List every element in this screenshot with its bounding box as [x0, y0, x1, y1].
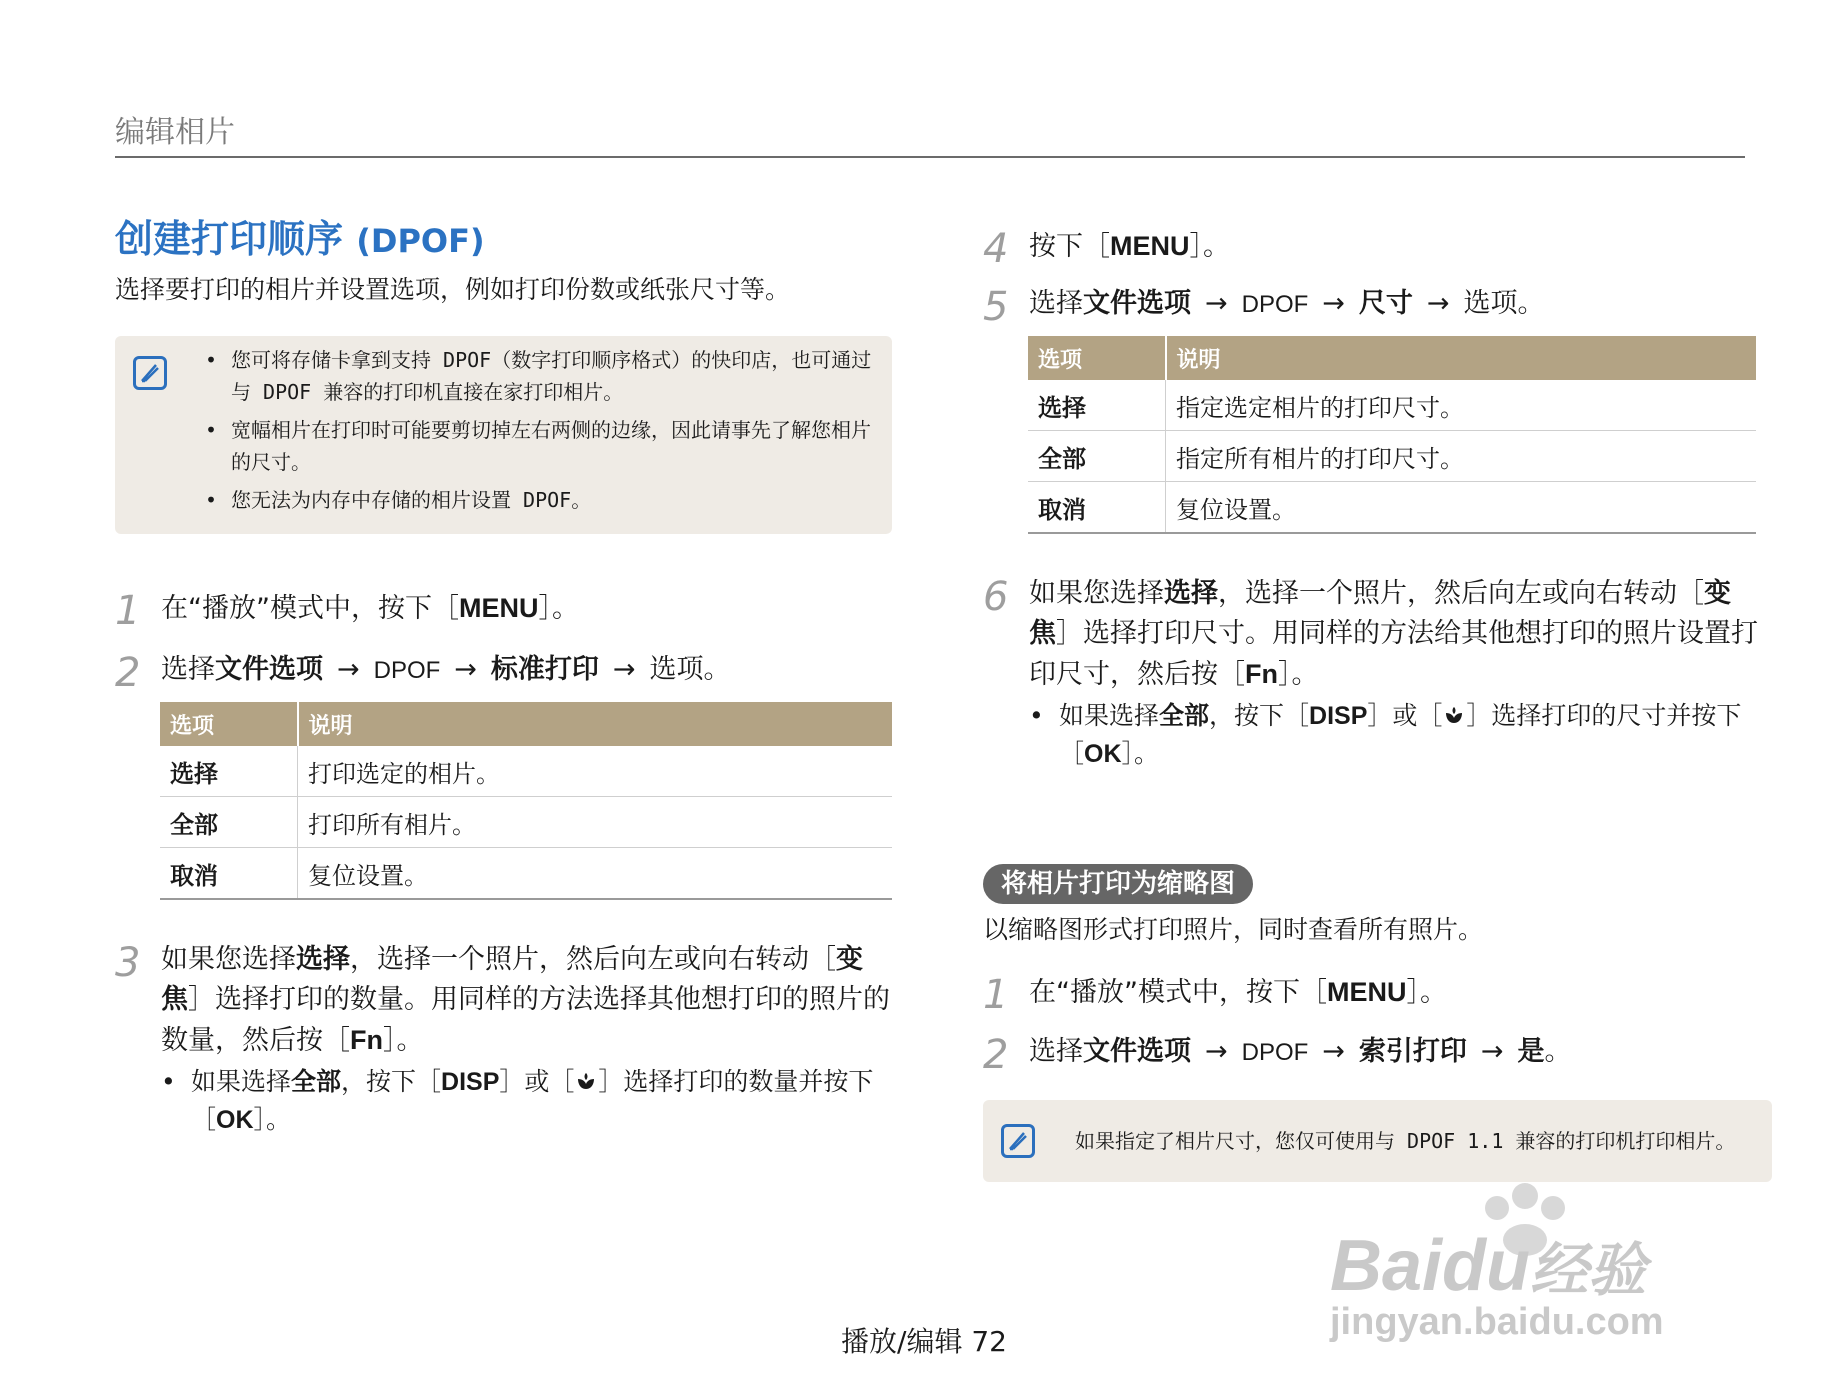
menu-path-item: DPOF — [373, 657, 441, 684]
bullet-text-part: 如果选择 — [191, 1067, 292, 1096]
menu-path-item: 索引打印 — [1358, 1036, 1467, 1067]
note-list — [205, 344, 875, 522]
note-icon — [133, 356, 167, 390]
table-header-row — [1028, 336, 1756, 380]
bullet-text-part: ，按下［ — [1209, 701, 1310, 730]
table-cell: 打印选定的相片。 — [298, 746, 893, 797]
table-cell: 选择 — [1028, 380, 1166, 431]
menu-path-item: 尺寸 — [1358, 288, 1413, 319]
step-text-part: ］。 — [383, 1025, 424, 1056]
step-text — [161, 940, 891, 1139]
bullet-text-part: ］选择打印的尺寸并按下［ — [1059, 701, 1742, 768]
index-step-1 — [983, 972, 1447, 1018]
menu-path-item: 文件选项 — [215, 654, 323, 685]
ok-key: OK — [1084, 740, 1122, 768]
step-text-part: ］。 — [1278, 659, 1319, 690]
step-text-part: ］。 — [1189, 231, 1230, 262]
step-bold: 选择 — [296, 944, 350, 975]
table-row — [160, 746, 892, 797]
menu-key: MENU — [1110, 231, 1190, 261]
watermark-text: du — [1442, 1226, 1531, 1306]
menu-key: MENU — [458, 593, 539, 623]
section-title — [115, 214, 485, 266]
table-cell: 打印所有相片。 — [298, 797, 893, 848]
menu-path-item: DPOF — [1241, 291, 1309, 318]
step-number: 6 — [983, 574, 1009, 620]
table-cell: 取消 — [160, 848, 298, 900]
menu-path-item: 是 — [1517, 1036, 1545, 1067]
step-3 — [115, 940, 895, 1139]
arrow-icon: → — [1480, 1036, 1504, 1067]
step-text-part: 。 — [1544, 1036, 1572, 1067]
arrow-icon: → — [1426, 288, 1450, 319]
table-row — [1028, 431, 1756, 482]
step-number: 5 — [983, 284, 1009, 330]
watermark-text: Bai — [1330, 1226, 1443, 1306]
note-item: • 您无法为内存中存储的相片设置 DPOF。 — [205, 484, 875, 516]
macro-icon — [574, 1069, 598, 1093]
note-item: • 您可将存储卡拿到支持 DPOF（数字打印顺序格式）的快印店，也可通过与 DPOF 兼容的打印机直接在家打印相片。 — [205, 344, 875, 408]
section-title-suffix: (DPOF) — [356, 222, 485, 260]
bullet-text-part: ，按下［ — [341, 1067, 442, 1096]
table-cell: 指定选定相片的打印尺寸。 — [1166, 380, 1757, 431]
step-number: 3 — [115, 940, 141, 986]
table-row — [1028, 482, 1756, 534]
macro-icon — [1442, 703, 1466, 727]
step-5 — [983, 284, 1545, 330]
sub-bullet — [161, 1063, 891, 1139]
table-cell: 全部 — [1028, 431, 1166, 482]
step-text — [1029, 284, 1545, 325]
step-text-part: 选项。 — [649, 654, 731, 685]
step-4 — [983, 226, 1230, 272]
section-title-text: 创建打印顺序 — [115, 217, 344, 261]
step-text-part: 在“播放”模式中，按下［ — [1029, 977, 1327, 1008]
watermark-text: 经验 — [1530, 1238, 1647, 1303]
step-text-part: ］选择打印的数量。用同样的方法选择其他想打印的照片的数量，然后按［ — [161, 984, 890, 1056]
step-text — [1029, 972, 1447, 1013]
table-header: 说明 — [298, 702, 893, 746]
step-number: 1 — [115, 588, 141, 634]
table-cell: 复位设置。 — [1166, 482, 1757, 534]
bullet-text-part: ］或［ — [1367, 701, 1443, 730]
step-text-part: ］。 — [1406, 977, 1447, 1008]
arrow-icon: → — [612, 654, 636, 685]
step-text — [161, 650, 731, 691]
step-text-part: ］。 — [538, 593, 579, 624]
table-cell: 取消 — [1028, 482, 1166, 534]
step-text-part: 如果您选择 — [161, 944, 296, 975]
bullet-bold: 全部 — [1159, 701, 1210, 730]
table-cell: 复位设置。 — [298, 848, 893, 900]
step-text-part: ］选择打印尺寸。用同样的方法给其他想打印的照片设置打印尺寸，然后按［ — [1029, 618, 1758, 690]
step-text-part: 在“播放”模式中，按下［ — [161, 593, 459, 624]
zoom-key: 变焦 — [161, 944, 863, 1015]
fn-key: Fn — [1245, 659, 1278, 689]
step-text — [1029, 1032, 1572, 1073]
step-text — [161, 588, 579, 629]
bullet-text-part: ］。 — [1121, 739, 1160, 768]
table-cell: 指定所有相片的打印尺寸。 — [1166, 431, 1757, 482]
arrow-icon: → — [454, 654, 477, 685]
menu-path-item: 文件选项 — [1083, 1036, 1191, 1067]
arrow-icon: → — [337, 654, 360, 685]
step-text-part: ，选择一个照片，然后向左或向右转动［ — [350, 944, 836, 975]
step-number: 1 — [983, 972, 1009, 1018]
step-text-part: 按下［ — [1029, 231, 1110, 262]
bullet-text-part: 如果选择 — [1059, 701, 1160, 730]
disp-key: DISP — [441, 1068, 500, 1096]
bullet-text-part: ］或［ — [499, 1067, 575, 1096]
step-number: 4 — [983, 226, 1009, 272]
header-title: 编辑相片 — [115, 115, 235, 150]
zoom-key: 变焦 — [1029, 578, 1731, 649]
ok-key: OK — [216, 1106, 254, 1134]
note-item: • 宽幅相片在打印时可能要剪切掉左右两侧的边缘，因此请事先了解您相片的尺寸。 — [205, 414, 875, 478]
disp-key: DISP — [1309, 702, 1368, 730]
page-footer: 播放/编辑 72 — [841, 1325, 1007, 1358]
step-1 — [115, 588, 579, 634]
bullet-text-part: ］。 — [253, 1105, 292, 1134]
section-description: 选择要打印的相片并设置选项，例如打印份数或纸张尺寸等。 — [115, 275, 791, 304]
index-step-2 — [983, 1032, 1572, 1078]
step-number: 2 — [983, 1032, 1009, 1078]
step-text-part: 选择 — [161, 654, 215, 685]
step-2 — [115, 650, 731, 696]
arrow-icon: → — [1205, 1036, 1228, 1067]
step-number: 2 — [115, 650, 141, 696]
table-cell: 全部 — [160, 797, 298, 848]
step-text-part: 如果您选择 — [1029, 578, 1164, 609]
table-header: 选项 — [160, 702, 298, 746]
step-text-part: 选项。 — [1463, 288, 1545, 319]
arrow-icon: → — [1322, 288, 1345, 319]
page-header — [115, 110, 1745, 158]
watermark-url: jingyan.baidu.com — [1330, 1301, 1664, 1343]
menu-key: MENU — [1326, 977, 1407, 1007]
step-6 — [983, 574, 1763, 773]
arrow-icon: → — [1322, 1036, 1345, 1067]
table-row — [160, 848, 892, 900]
note-text: 如果指定了相片尺寸，您仅可使用与 DPOF 1.1 兼容的打印机打印相片。 — [1075, 1129, 1736, 1153]
options-table — [160, 702, 892, 900]
sub-bullet — [1029, 697, 1759, 773]
menu-path-item: DPOF — [1241, 1039, 1309, 1066]
watermark-logo — [1330, 1226, 1646, 1311]
step-text-part: 选择 — [1029, 288, 1083, 319]
step-text-part: 选择 — [1029, 1036, 1083, 1067]
table-row — [160, 797, 892, 848]
bullet-bold: 全部 — [291, 1067, 342, 1096]
step-text — [1029, 226, 1230, 267]
note-icon — [1001, 1124, 1035, 1158]
table-cell: 选择 — [160, 746, 298, 797]
fn-key: Fn — [350, 1025, 383, 1055]
menu-path-item: 标准打印 — [490, 654, 599, 685]
arrow-icon: → — [1205, 288, 1228, 319]
menu-path-item: 文件选项 — [1083, 288, 1191, 319]
bullet-text-part: ］选择打印的数量并按下［ — [191, 1067, 874, 1134]
step-text-part: ，选择一个照片，然后向左或向右转动［ — [1218, 578, 1704, 609]
note-box-2 — [983, 1100, 1772, 1182]
note-box — [115, 336, 892, 534]
table-header: 说明 — [1166, 336, 1757, 380]
table-row — [1028, 380, 1756, 431]
step-bold: 选择 — [1164, 578, 1218, 609]
subsection-description: 以缩略图形式打印照片，同时查看所有照片。 — [983, 915, 1484, 944]
table-header: 选项 — [1028, 336, 1166, 380]
baidu-watermark — [1330, 1180, 1770, 1343]
options-table — [1028, 336, 1756, 534]
subsection-pill: 将相片打印为缩略图 — [983, 864, 1253, 904]
table-header-row — [160, 702, 892, 746]
step-text — [1029, 574, 1759, 773]
